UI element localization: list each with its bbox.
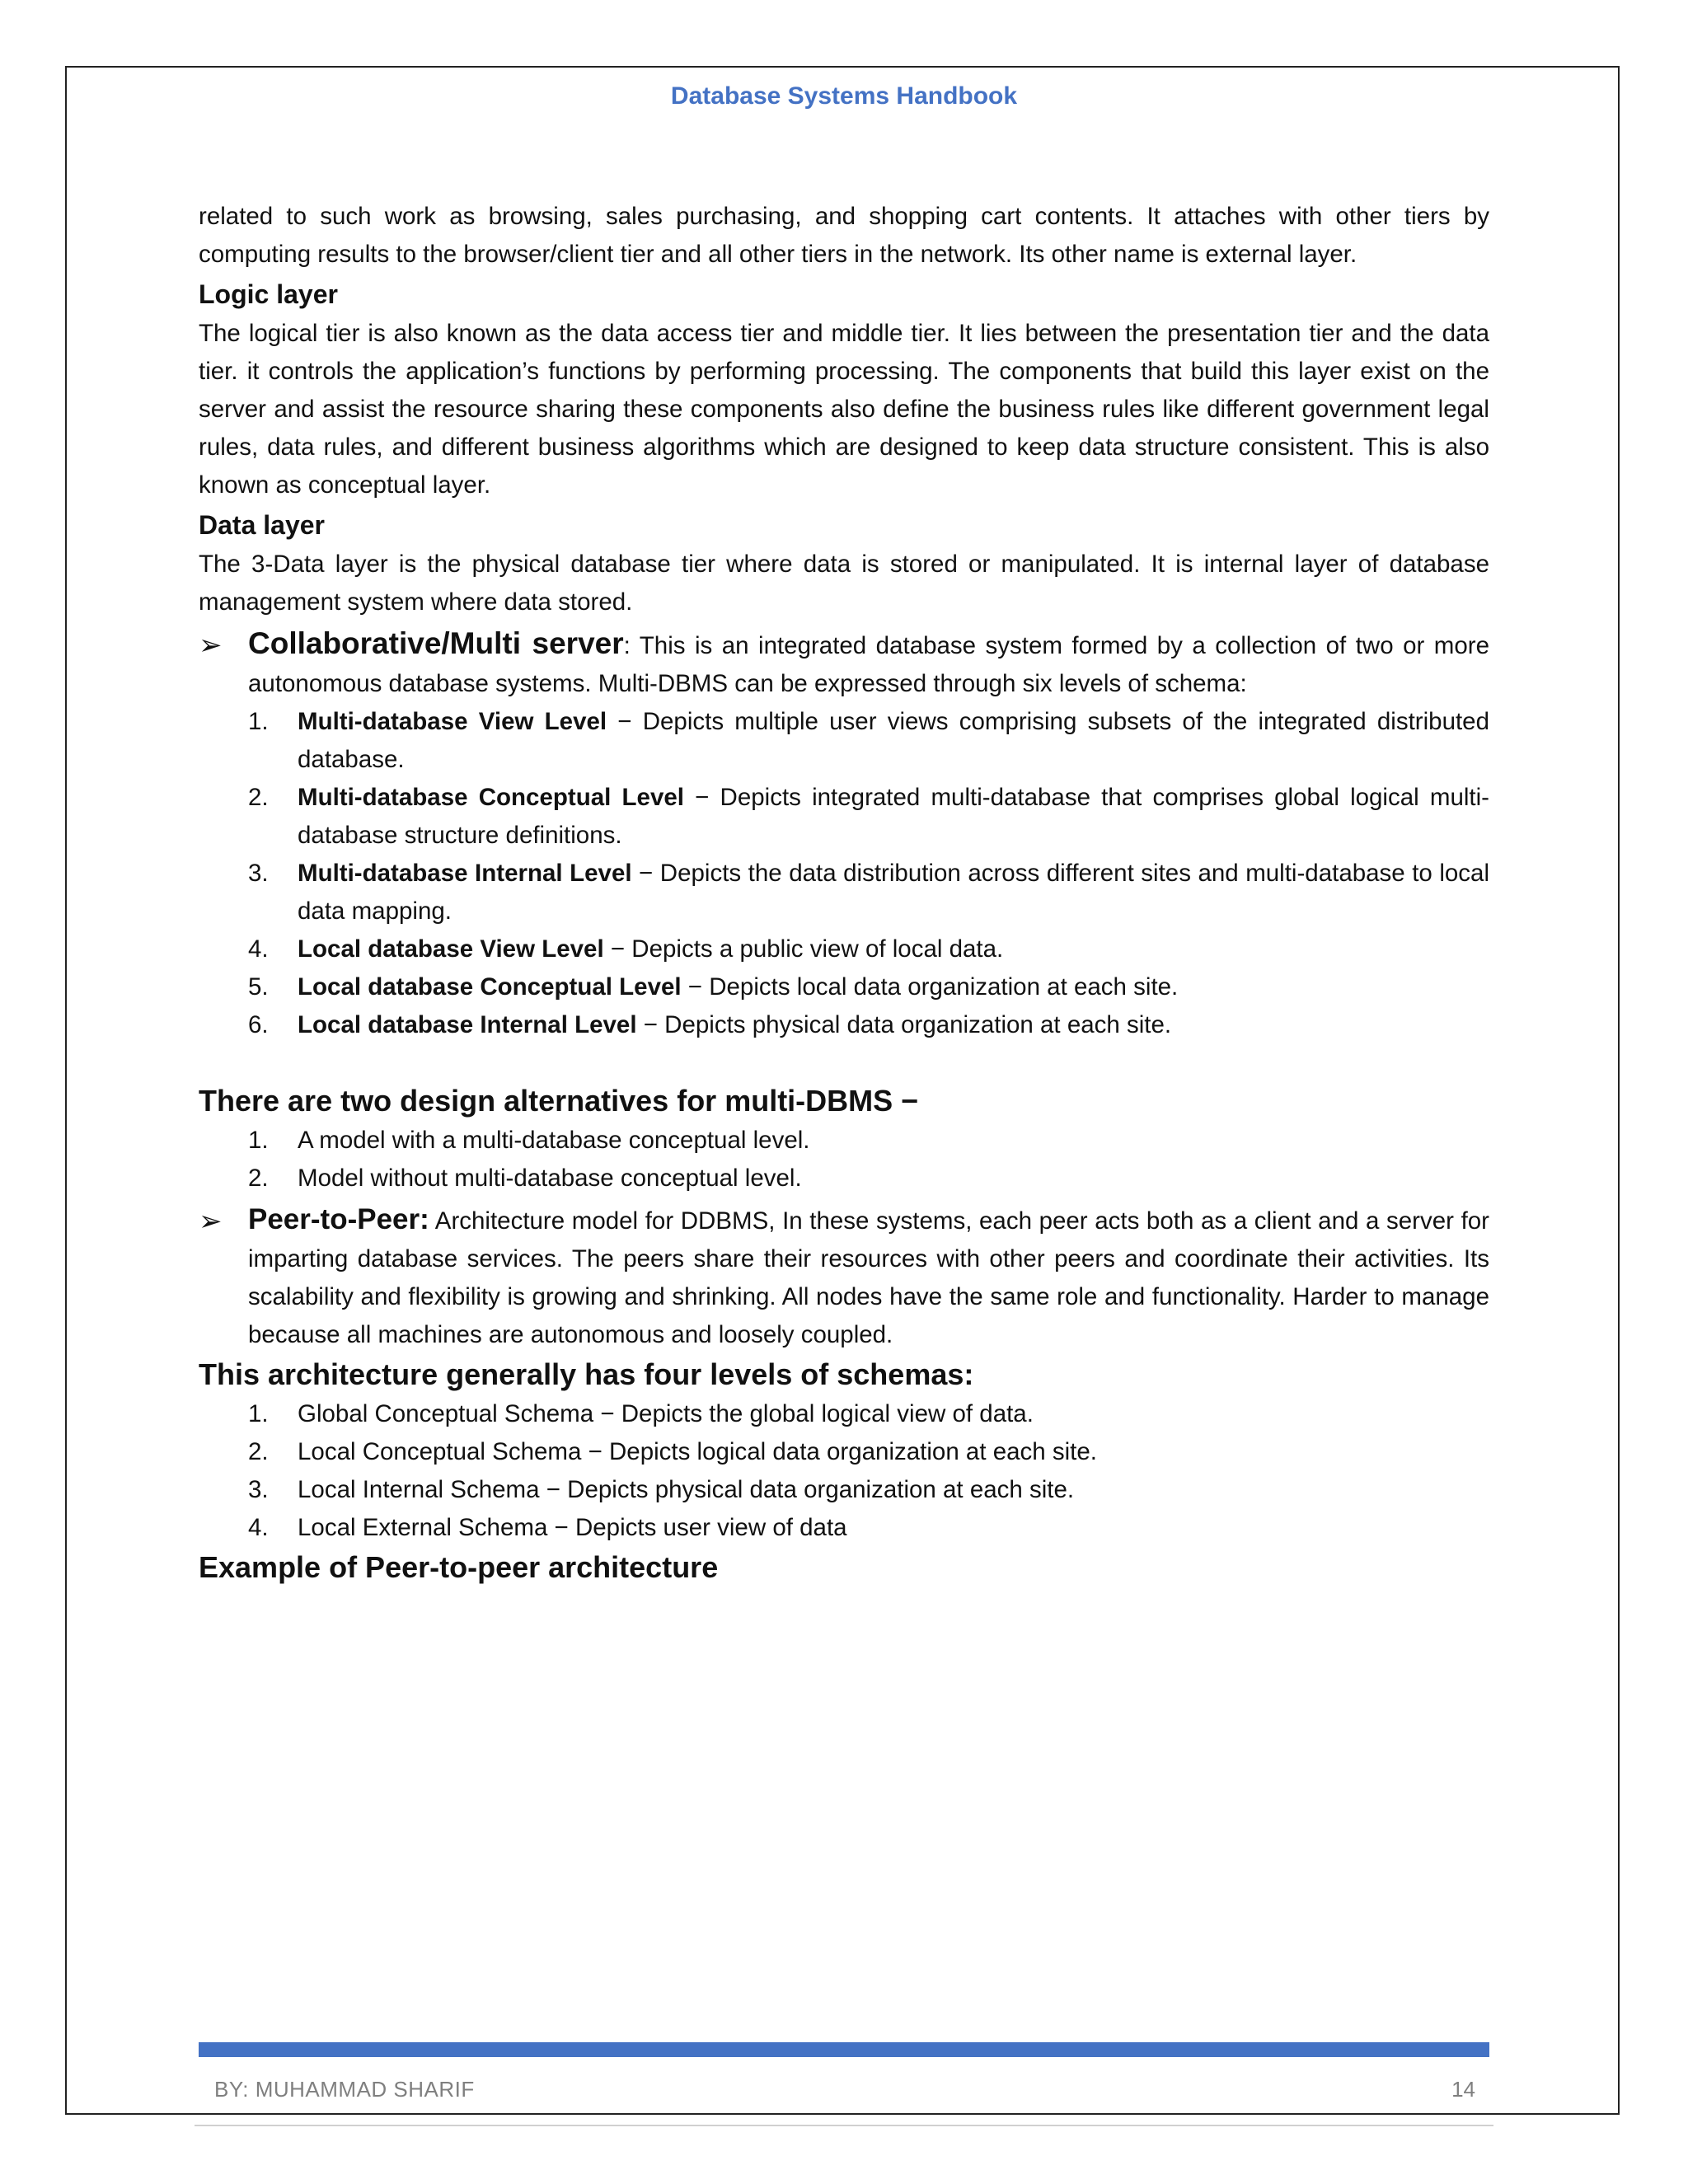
list-item: 2. Multi-database Conceptual Level − Depicts integrated multi-database that comprises global logical multi-database structure definitions. xyxy=(248,784,1489,849)
design-alternatives-heading: There are two design alternatives for multi-DBMS − xyxy=(199,1084,919,1118)
page-number: 14 xyxy=(1451,2077,1475,2102)
list-item: 1. Global Conceptual Schema − Depicts the global logical view of data. xyxy=(248,1400,1034,1427)
intro-paragraph: related to such work as browsing, sales purchasing, and shopping cart contents. It attaches with other tiers by computing results to the browser/client tier and all other tiers in the network. Its other name is external layer. xyxy=(199,203,1489,268)
data-layer-heading: Data layer xyxy=(199,510,325,540)
bottom-divider xyxy=(195,2125,1493,2126)
peer-to-peer-text: Architecture model for DDBMS, In these systems, each peer acts both as a client and a server for imparting database services. The peers share their resources with other peers and coordinate their activities. Its scalability and flexibility is growing and shrinking. All nodes have the same role and functionality. Harder to manage because all machines are autonomous and loosely coupled. xyxy=(248,1207,1489,1348)
list-item: 3. Multi-database Internal Level − Depicts the data distribution across different sites and multi-database to local data mapping. xyxy=(248,860,1489,925)
peer-to-peer-bullet xyxy=(199,1201,1489,1354)
peer-to-peer-paragraph xyxy=(248,1201,1489,1354)
schemas-heading: This architecture generally has four levels of schemas: xyxy=(199,1357,974,1391)
list-item: 6. Local database Internal Level − Depicts physical data organization at each site. xyxy=(248,1011,1172,1038)
list-item: 5. Local database Conceptual Level − Depicts local data organization at each site. xyxy=(248,973,1179,1001)
footer-accent-bar xyxy=(199,2042,1489,2057)
arrow-bullet-icon: ➢ xyxy=(199,630,223,661)
list-item: 2. Local Conceptual Schema − Depicts logical data organization at each site. xyxy=(248,1438,1097,1465)
data-layer-text: The 3-Data layer is the physical database tier where data is stored or manipulated. It is internal layer of database management system where data stored. xyxy=(199,551,1489,616)
example-heading: Example of Peer-to-peer architecture xyxy=(199,1550,719,1584)
list-item: 3. Local Internal Schema − Depicts physical data organization at each site. xyxy=(248,1476,1075,1503)
spacer xyxy=(199,1044,1489,1080)
collaborative-bullet xyxy=(199,625,1489,703)
collaborative-term: Collaborative/Multi server xyxy=(248,626,624,660)
schemas-list xyxy=(199,1395,1489,1547)
collaborative-text: : This is an integrated database system formed by a collection of two or more autonomous database systems. Multi-DBMS can be expressed through six levels of schema: xyxy=(248,632,1489,697)
list-item: 2. Model without multi-database conceptual level. xyxy=(248,1165,802,1192)
logic-layer-text: The logical tier is also known as the data access tier and middle tier. It lies between the presentation tier and the data tier. it controls the application’s functions by performing processing. The components that build this layer exist on the server and assist the resource sharing these components also define the business rules like different government legal rules, data rules, and different business algorithms which are designed to keep data structure consistent. This is also known as conceptual layer. xyxy=(199,320,1489,499)
logic-layer-heading: Logic layer xyxy=(199,279,338,309)
schema-levels-list xyxy=(199,703,1489,1044)
list-item: 4. Local External Schema − Depicts user view of data xyxy=(248,1514,847,1541)
peer-to-peer-term: Peer-to-Peer: xyxy=(248,1203,429,1235)
running-header: Database Systems Handbook xyxy=(670,82,1018,110)
design-alternatives-list xyxy=(199,1122,1489,1197)
collaborative-paragraph xyxy=(248,625,1489,703)
list-item: 1. Multi-database View Level − Depicts multiple user views comprising subsets of the integrated distributed database. xyxy=(248,708,1489,773)
footer-author: BY: MUHAMMAD SHARIF xyxy=(214,2077,475,2102)
list-item: 4. Local database View Level − Depicts a public view of local data. xyxy=(248,935,1004,963)
arrow-bullet-icon: ➢ xyxy=(199,1206,223,1237)
list-item: 1. A model with a multi-database conceptual level. xyxy=(248,1127,810,1154)
page-content xyxy=(199,198,1489,1588)
